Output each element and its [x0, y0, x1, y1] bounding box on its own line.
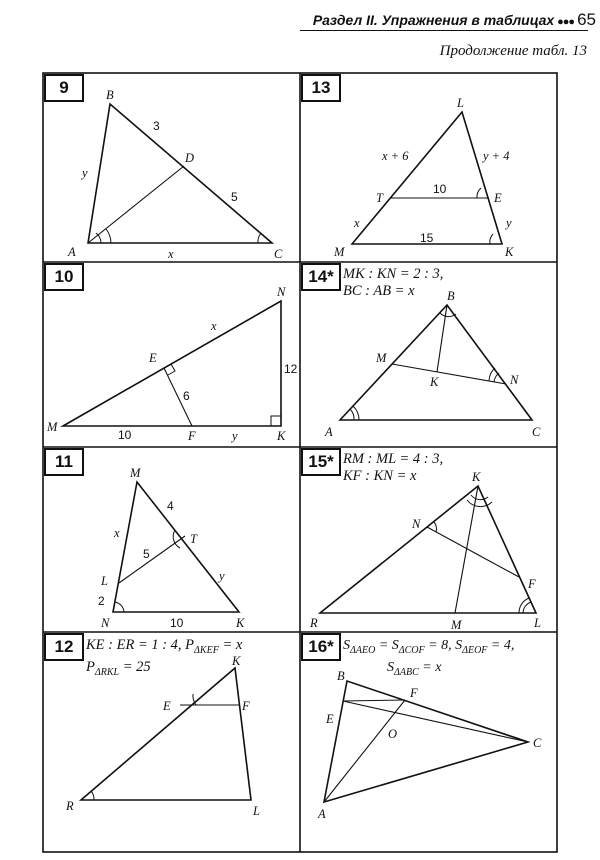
angle-arc-A: [106, 229, 111, 243]
angle-arc-K: [490, 234, 493, 244]
figure-11: [113, 482, 239, 612]
label-E: E: [494, 191, 502, 205]
figure-14-labels: [324, 289, 541, 439]
condition-15: [343, 451, 443, 485]
label-L: L: [101, 574, 108, 588]
label-L: L: [253, 804, 260, 818]
segment-AF: [324, 700, 405, 802]
problem-number-15: 15*: [301, 448, 341, 476]
label-L: L: [457, 96, 464, 110]
segment-MN: [392, 364, 506, 384]
condition-12: [86, 637, 242, 681]
angle-arc-R: [91, 791, 94, 800]
label-A: A: [68, 245, 76, 259]
label-K: K: [277, 429, 286, 443]
label-T: T: [376, 191, 383, 205]
figure-9: [88, 104, 272, 243]
condition-text: KE : ER = 1 : 4, P: [86, 637, 195, 653]
label-F: F: [528, 577, 536, 591]
page-number: 65: [577, 10, 596, 29]
figure-13: [352, 112, 502, 244]
figure-15-labels: [309, 470, 541, 632]
label-B: B: [106, 88, 114, 102]
label-y: y: [232, 429, 238, 443]
triangle-MLK: [352, 112, 502, 244]
label-C: C: [533, 736, 542, 750]
condition-subscript: ΔABC: [394, 666, 419, 678]
condition-text: = 4,: [487, 638, 515, 653]
angle-arc-K: [467, 500, 492, 507]
condition-line: BC : AB = x: [343, 283, 415, 299]
condition-line: MK : KN = 2 : 3,: [343, 266, 444, 282]
figure-16: [324, 681, 528, 802]
segment-EF: [343, 700, 405, 701]
label-15: 15: [420, 231, 434, 245]
condition-subscript: ΔCOF: [398, 644, 425, 656]
label-y: y: [82, 166, 88, 180]
triangle-ABC: [324, 681, 528, 802]
label-K: K: [430, 375, 439, 389]
label-N: N: [412, 517, 421, 531]
condition-subscript: ΔRKL: [94, 666, 120, 678]
triangle-ABC: [340, 305, 532, 420]
figure-12: [81, 668, 251, 800]
condition-line: RM : ML = 4 : 3,: [343, 451, 444, 467]
label-4: 4: [167, 499, 174, 513]
label-x: x: [114, 526, 120, 540]
condition-text: = 25: [119, 658, 151, 675]
condition-line: KF : KN = x: [343, 468, 417, 484]
label-M: M: [451, 618, 462, 632]
label-y: y: [506, 216, 512, 230]
triangle-MNK: [113, 482, 239, 612]
condition-subscript: ΔKEF: [194, 644, 219, 656]
label-5: 5: [231, 190, 238, 204]
segment-NF: [427, 527, 519, 577]
triangle-RKL: [320, 486, 536, 613]
label-x: x: [168, 247, 174, 261]
triangle-ABC: [88, 104, 272, 243]
angle-arc-A: [350, 409, 354, 420]
label-10: 10: [433, 182, 447, 196]
label-10: 10: [118, 428, 132, 442]
figure-15: [320, 486, 536, 613]
label-3: 3: [153, 119, 160, 133]
condition-text: = 8, S: [424, 638, 463, 653]
label-F: F: [242, 699, 250, 713]
figure-11-labels: [98, 466, 245, 630]
label-C: C: [274, 247, 283, 261]
label-O: O: [388, 727, 398, 741]
problem-number-16: 16*: [301, 633, 341, 661]
label-A: A: [325, 425, 333, 439]
label-E: E: [326, 712, 334, 726]
label-5: 5: [143, 547, 150, 561]
label-y-plus-4: y + 4: [483, 149, 510, 163]
label-R: R: [310, 616, 318, 630]
header-dots-icon: ●●●: [557, 16, 575, 28]
problem-number-12: 12: [44, 633, 84, 661]
problem-number-13: 13: [301, 74, 341, 102]
problem-number-11: 11: [44, 448, 84, 476]
condition-14: [343, 266, 443, 300]
triangle-MNK: [63, 301, 281, 426]
label-x: x: [354, 216, 360, 230]
label-A: A: [318, 807, 326, 821]
label-M: M: [334, 245, 345, 259]
label-M: M: [376, 351, 387, 365]
angle-arc-K: [471, 495, 488, 500]
label-x-plus-6: x + 6: [382, 149, 409, 163]
label-K: K: [232, 654, 241, 668]
label-D: D: [185, 151, 195, 165]
label-10: 10: [170, 616, 184, 630]
problem-number-14: 14*: [301, 263, 341, 291]
condition-text: = x: [418, 659, 442, 675]
problem-number-10: 10: [44, 263, 84, 291]
label-2: 2: [98, 594, 105, 608]
condition-text: = x: [218, 637, 243, 653]
segment-AD: [88, 166, 184, 243]
label-6: 6: [183, 389, 190, 403]
condition-text: P: [86, 658, 95, 675]
label-K: K: [236, 616, 245, 630]
angle-arc-E: [477, 188, 481, 198]
figure-14: [340, 305, 532, 420]
angle-arc-L: [523, 602, 531, 613]
label-M: M: [130, 466, 141, 480]
angle-arc-N: [115, 602, 124, 612]
label-L: L: [534, 616, 541, 630]
angle-arc-C: [258, 233, 261, 243]
angle-arc-L: [519, 598, 529, 613]
condition-text: S: [387, 659, 394, 675]
table-continuation: Продолжение табл. 13: [439, 43, 587, 59]
condition-text: = S: [375, 638, 399, 653]
label-K: K: [505, 245, 514, 259]
label-x: x: [211, 319, 217, 333]
label-E: E: [163, 699, 171, 713]
label-B: B: [337, 669, 345, 683]
section-title: Раздел II. Упражнения в таблицах: [312, 12, 555, 28]
condition-text: S: [343, 638, 350, 653]
right-angle-K: [271, 416, 281, 426]
label-B: B: [447, 289, 455, 303]
label-R: R: [66, 799, 74, 813]
label-C: C: [532, 425, 541, 439]
triangle-RKL: [81, 668, 251, 800]
label-N: N: [277, 285, 286, 299]
label-E: E: [149, 351, 157, 365]
label-M: M: [47, 420, 58, 434]
label-12: 12: [284, 362, 298, 376]
label-N: N: [510, 373, 519, 387]
condition-subscript: ΔAEO: [350, 644, 376, 656]
label-T: T: [190, 532, 197, 546]
label-F: F: [410, 686, 418, 700]
label-F: F: [188, 429, 196, 443]
label-N: N: [101, 616, 110, 630]
condition-16: [343, 637, 514, 681]
figure-10: [63, 301, 281, 426]
label-y: y: [219, 569, 225, 583]
condition-subscript: ΔEOF: [462, 644, 488, 656]
problem-number-9: 9: [44, 74, 84, 102]
figure-16-labels: [317, 666, 542, 821]
label-K: K: [472, 470, 481, 484]
segment-EC: [343, 701, 528, 742]
